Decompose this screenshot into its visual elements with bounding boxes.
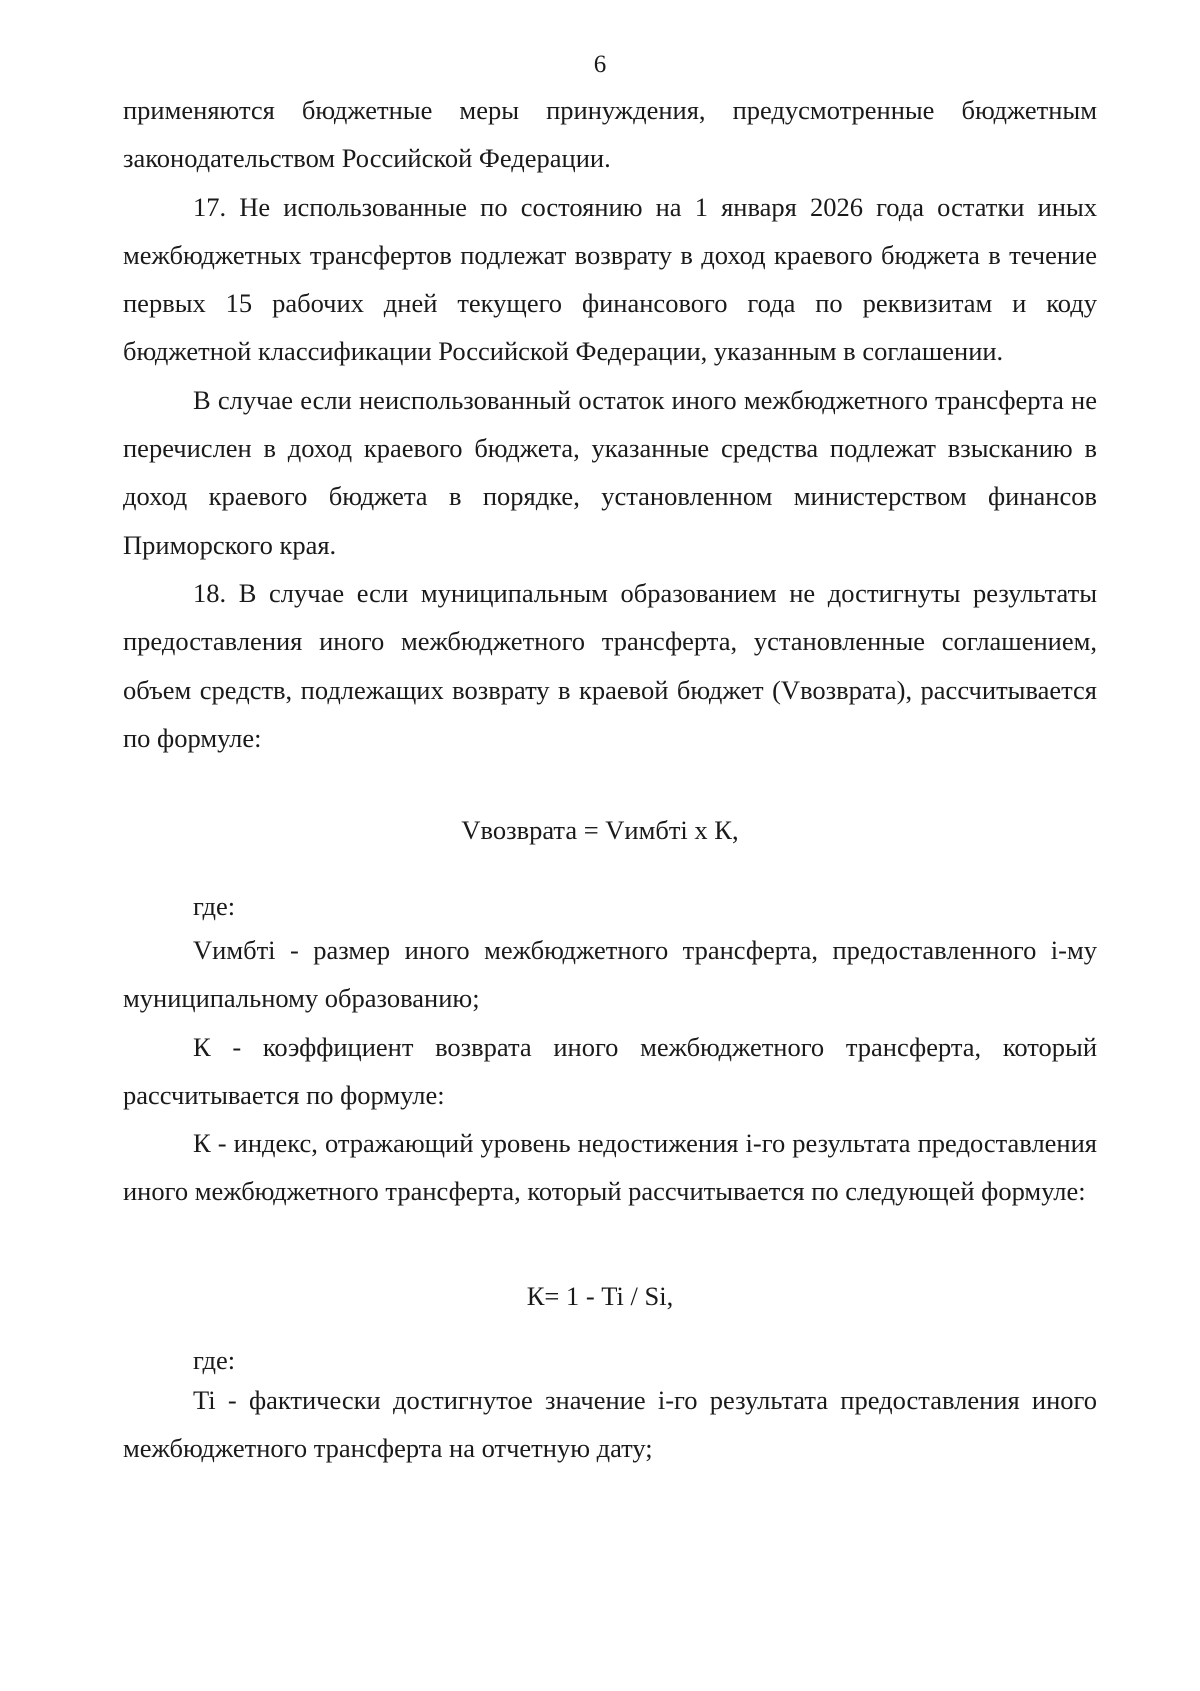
definition-k-index: К - индекс, отражающий уровень недостижения i-го результата предоставления иного межбюджетного трансферта, который рассчитывается по следующей формуле:: [123, 1128, 1097, 1207]
paragraph-17: 17. Не использованные по состоянию на 1 января 2026 года остатки иных межбюджетных трансфертов подлежат возврату в доход краевого бюджета в течение первых 15 рабочих дней текущего финансового года по реквизитам и коду бюджетной классификации Российской Федерации, указанным в соглашении.: [123, 191, 1097, 367]
where-label: где:: [193, 891, 236, 921]
definition-k-coefficient: К - коэффициент возврата иного межбюджетного трансферта, который рассчитывается по формуле:: [123, 1031, 1097, 1110]
text-block-definitions: [123, 926, 1097, 1216]
formula-k: К= 1 - Ti / Si,: [526, 1281, 674, 1311]
definition-ti: Ti - фактически достигнутое значение i-го результата предоставления иного межбюджетного трансферта на отчетную дату;: [123, 1385, 1097, 1464]
page-number: 6: [593, 51, 607, 78]
paragraph-unused-remainder: В случае если неиспользованный остаток иного межбюджетного трансферта не перечислен в доход краевого бюджета, указанные средства подлежат взысканию в доход краевого бюджета в порядке, установленном министерством финансов Приморского края.: [123, 384, 1097, 560]
where-label-2: где:: [193, 1345, 236, 1375]
text-block-main: [123, 86, 1097, 762]
text-block-ti: [123, 1376, 1097, 1473]
paragraph-continuation: применяются бюджетные меры принуждения, предусмотренные бюджетным законодательством Российской Федерации.: [123, 95, 1097, 174]
definition-vimbti: Vимбтi - размер иного межбюджетного трансферта, предоставленного i-му муниципальному образованию;: [123, 935, 1097, 1014]
formula-return-volume: Vвозврата = Vимбтi х К,: [461, 815, 739, 845]
paragraph-18: 18. В случае если муниципальным образованием не достигнуты результаты предоставления иного межбюджетного трансферта, установленные соглашением, объем средств, подлежащих возврату в краевой бюджет (Vвозврата), рассчитывается по формуле:: [123, 577, 1097, 753]
